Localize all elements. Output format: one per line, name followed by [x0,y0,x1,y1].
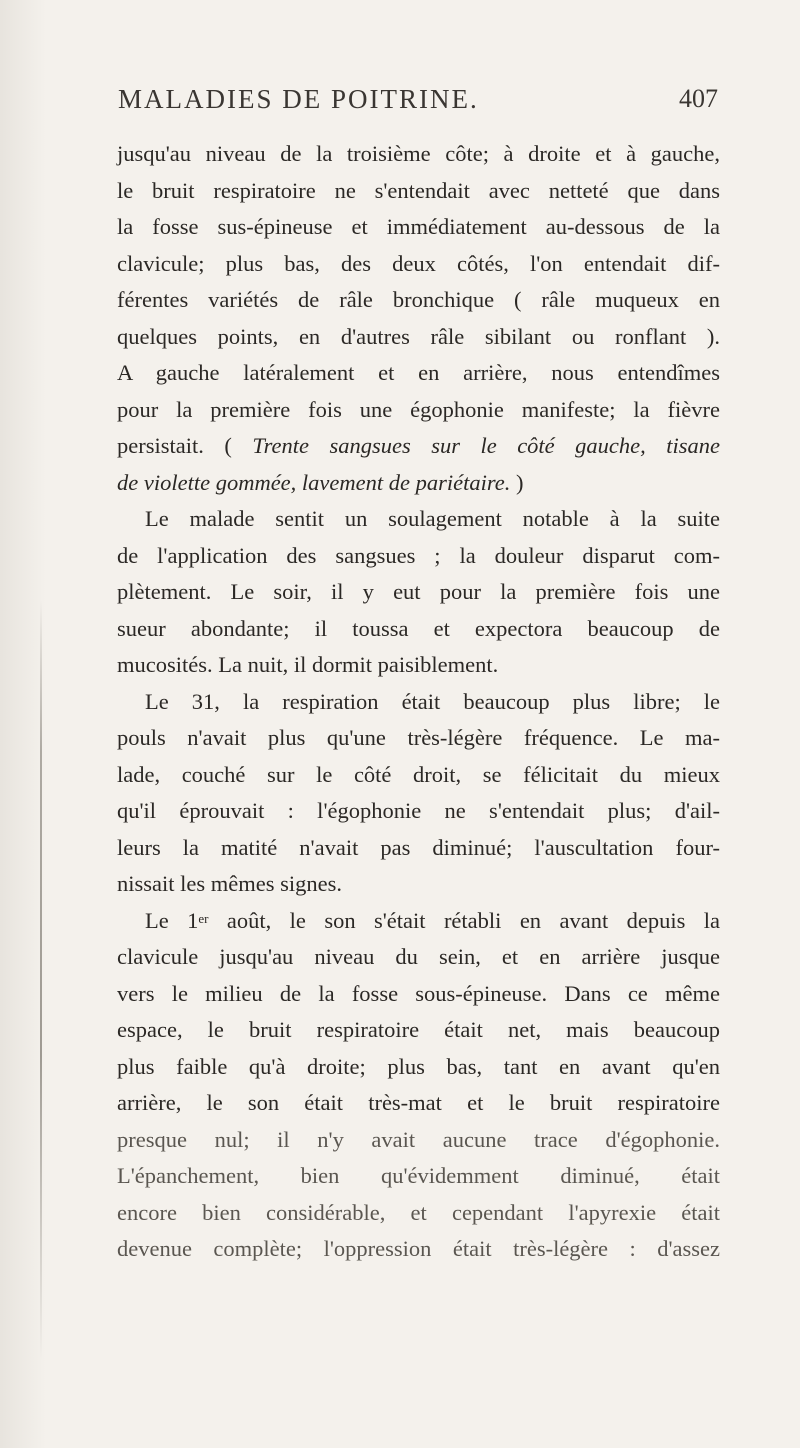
text-line: espace, le bruit respiratoire était net, mais beaucoup [117,1017,720,1042]
text-line: presque nul; il n'y avait aucune trace d'égophonie. [117,1126,720,1152]
text-line: plètement. Le soir, il y eut pour la première fois une [117,579,720,604]
body-text [117,136,720,1268]
text-line-with-italic [117,428,720,465]
text-line: qu'il éprouvait : l'égophonie ne s'entendait plus; d'ail- [117,798,720,823]
italic-prescription: Trente sangsues sur le côté gauche, tisane [252,433,720,458]
page-number: 407 [679,84,718,113]
text-line: sueur abondante; il toussa et expectora beaucoup de [117,615,720,641]
text-line-with-italic [117,465,720,502]
ordinal-superscript: er [198,910,209,926]
text-line: clavicule jusqu'au niveau du sein, et en arrière jusque [117,944,720,969]
text-line: pour la première fois une égophonie manifeste; la fièvre [117,396,720,422]
text-line: pouls n'avait plus qu'une très-légère fréquence. Le ma- [117,725,720,750]
running-head: MALADIES DE POITRINE. [118,84,479,114]
text-line: de l'application des sangsues ; la douleur disparut com- [117,542,720,568]
text-fragment: août, le son s'était rétabli en avant depuis la [208,907,720,933]
text-line: vers le milieu de la fosse sous-épineuse. Dans ce même [117,980,720,1006]
text-fragment: Le 1 [145,907,199,933]
text-line: L'épanchement, bien qu'évidemment diminué, était [117,1163,720,1188]
text-line: jusqu'au niveau de la troisième côte; à droite et à gauche, [117,141,720,166]
text-line: plus faible qu'à droite; plus bas, tant en avant qu'en [117,1053,720,1079]
text-line: lade, couché sur le côté droit, se félicitait du mieux [117,761,720,787]
paragraph-start-line [117,903,720,940]
text-line: mucosités. La nuit, il dormit paisiblement. [117,652,499,677]
text-line: le bruit respiratoire ne s'entendait avec netteté que dans [117,177,720,203]
text-line: la fosse sus-épineuse et immédiatement au-dessous de la [117,214,720,239]
text-line: A gauche latéralement et en arrière, nous entendîmes [117,360,720,385]
text-fragment: ) [510,469,524,495]
page-binding-edge [40,600,42,1360]
text-line: encore bien considérable, et cependant l'apyrexie était [117,1199,720,1225]
text-line: devenue complète; l'oppression était très-légère : d'assez [117,1236,720,1261]
text-line: nissait les mêmes signes. [117,871,342,896]
paragraph-start-line: Le malade sentit un soulagement notable à la suite [145,506,720,531]
italic-prescription: de violette gommée, lavement de pariétaire. [117,469,511,495]
page-header [118,84,718,124]
text-fragment: persistait. ( [117,433,253,458]
text-line: arrière, le son était très-mat et le bruit respiratoire [117,1090,720,1115]
text-line: leurs la matité n'avait pas diminué; l'auscultation four- [117,834,720,860]
text-line: quelques points, en d'autres râle sibilant ou ronflant ). [117,323,720,349]
paragraph-start-line: Le 31, la respiration était beaucoup plus libre; le [145,688,720,714]
text-line: clavicule; plus bas, des deux côtés, l'on entendait dif- [117,250,720,276]
text-line: férentes variétés de râle bronchique ( râle muqueux en [117,287,720,312]
